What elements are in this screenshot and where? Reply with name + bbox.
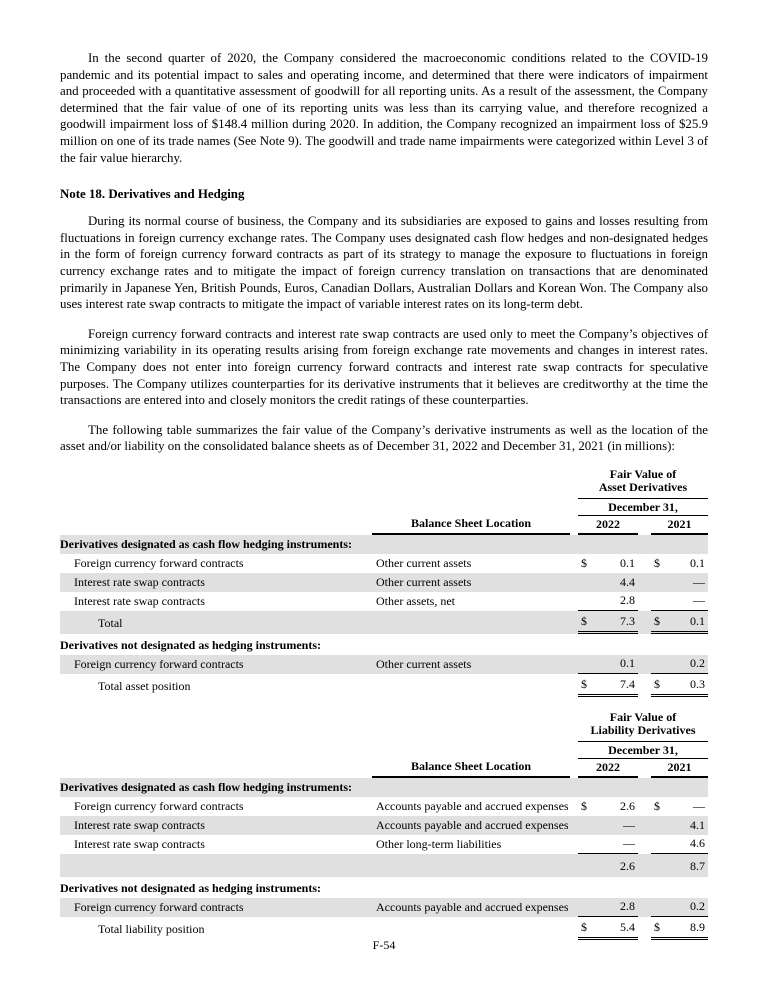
row-label: Total asset position bbox=[98, 678, 191, 693]
value-2022: $ 7.3 bbox=[578, 613, 638, 634]
year-2021-header: 2021 bbox=[651, 516, 708, 535]
year-2022-header: 2022 bbox=[578, 759, 638, 778]
row-location: Other current assets bbox=[376, 555, 472, 570]
paragraph-counterparties: Foreign currency forward contracts and interest rate swap contracts are used only to meet the Company’s objectives of minimizing variability in its operating results arising from foreign exchange rate movements and changes in interest rates. The Company does not enter into foreign currency forward contracts and interest rate swap contracts for speculative purposes. The Company utilizes counterparties for its derivative instruments that it believes are creditworthy at the time the transactions are entered into and closely monitors the credit ratings of these counterparties. bbox=[60, 326, 708, 408]
value-2021: 4.1 bbox=[690, 817, 705, 832]
table-row bbox=[60, 778, 708, 797]
balance-sheet-location-header: Balance Sheet Location bbox=[372, 516, 570, 535]
table-row bbox=[60, 592, 708, 611]
row-label: Foreign currency forward contracts bbox=[74, 555, 244, 570]
row-location: Other long-term liabilities bbox=[376, 836, 502, 851]
value-2021: — bbox=[693, 574, 705, 589]
value-2021: $ 0.3 bbox=[651, 676, 708, 697]
table-row bbox=[60, 573, 708, 592]
value-2021: — bbox=[651, 592, 708, 611]
table-row bbox=[60, 554, 708, 573]
value-2021: $ 0.1 bbox=[651, 613, 708, 634]
value-2022: $ 2.6 bbox=[581, 798, 635, 813]
row-label: Interest rate swap contracts bbox=[74, 574, 205, 589]
row-location: Accounts payable and accrued expenses bbox=[376, 899, 569, 914]
value-2021: 4.6 bbox=[651, 835, 708, 854]
balance-sheet-location-header: Balance Sheet Location bbox=[372, 759, 570, 778]
paragraph-hedging-overview: During its normal course of business, the Company and its subsidiaries are exposed to gains and losses resulting from fluctuations in foreign currency exchange rates. The Company uses designated cash flow hedges and non-designated hedges in the form of foreign currency forward contracts as part of its strategy to manage the exposure to fluctuations in foreign currency exchange rates and to mitigate the impact of foreign currency translation on transactions that are denominated primarily in Japanese Yen, British Pounds, Euros, Canadian Dollars, Australian Dollars and Korean Won. The Company also uses interest rate swap contracts to mitigate the impact of variable interest rates on its long-term debt. bbox=[60, 214, 708, 312]
value-2022: 2.8 bbox=[578, 592, 638, 611]
value-2022: 2.8 bbox=[578, 898, 638, 917]
section-label: Derivatives designated as cash flow hedging instruments: bbox=[60, 779, 353, 794]
row-label: Interest rate swap contracts bbox=[74, 593, 205, 608]
value-2022: 0.1 bbox=[578, 655, 638, 674]
table-row bbox=[60, 655, 708, 674]
value-2021: $ 0.1 bbox=[654, 555, 705, 570]
row-label: Foreign currency forward contracts bbox=[74, 656, 244, 671]
value-2022: $ 5.4 bbox=[578, 919, 638, 940]
date-header: December 31, bbox=[578, 742, 708, 759]
row-label: Total liability position bbox=[98, 921, 205, 936]
row-location: Other current assets bbox=[376, 656, 472, 671]
total-row bbox=[60, 611, 708, 634]
value-2022: $ 7.4 bbox=[578, 676, 638, 697]
value-2022: — bbox=[578, 835, 638, 854]
table-row bbox=[60, 816, 708, 835]
table-row bbox=[60, 535, 708, 554]
table-row bbox=[60, 879, 708, 898]
row-location: Accounts payable and accrued expenses bbox=[376, 798, 569, 813]
table-row bbox=[60, 797, 708, 816]
value-2022: — bbox=[623, 817, 635, 832]
paragraph-table-intro: The following table summarizes the fair value of the Company’s derivative instruments as well as the location of the asset and/or liability on the consolidated balance sheets as of December 31, 2022 and December 31, 2021 (in millions): bbox=[60, 422, 708, 454]
asset-table-header bbox=[60, 468, 708, 535]
value-2021: 0.2 bbox=[651, 655, 708, 674]
date-header: December 31, bbox=[578, 499, 708, 516]
section-label: Derivatives not designated as hedging instruments: bbox=[60, 637, 322, 652]
asset-derivatives-table bbox=[60, 468, 708, 697]
value-2021: $ 8.9 bbox=[651, 919, 708, 940]
year-2021-header: 2021 bbox=[651, 759, 708, 778]
value-2021: $ — bbox=[654, 798, 705, 813]
row-label: Interest rate swap contracts bbox=[74, 817, 205, 832]
value-2022: $ 0.1 bbox=[581, 555, 635, 570]
row-location: Other assets, net bbox=[376, 593, 455, 608]
table-row bbox=[60, 898, 708, 917]
liability-derivatives-table bbox=[60, 711, 708, 940]
row-label: Foreign currency forward contracts bbox=[74, 899, 244, 914]
row-location: Accounts payable and accrued expenses bbox=[376, 817, 569, 832]
year-2022-header: 2022 bbox=[578, 516, 638, 535]
value-2022: 2.6 bbox=[620, 858, 635, 873]
page-number: F-54 bbox=[372, 938, 396, 952]
row-label: Interest rate swap contracts bbox=[74, 836, 205, 851]
fair-value-title: Fair Value of Asset Derivatives bbox=[578, 468, 708, 499]
paragraph-goodwill-impairment: In the second quarter of 2020, the Company considered the macroeconomic conditions related to the COVID-19 pandemic and its potential impact to sales and operating income, and determined that there were indicators of impairment and proceeded with a quantitative assessment of goodwill for all reporting units. As a result of the assessment, the Company determined that the fair value of one of its reporting units was less than its carrying value, and therefore recognized a goodwill impairment loss of $148.4 million during 2020. In addition, the Company recognized an impairment loss of $25.9 million on one of its trade names (See Note 9). The goodwill and trade name impairments were categorized within Level 3 of the fair value hierarchy. bbox=[60, 51, 708, 165]
table-row bbox=[60, 636, 708, 655]
fair-value-title: Fair Value of Liability Derivatives bbox=[578, 711, 708, 742]
subtotal-row bbox=[60, 854, 708, 877]
table-row bbox=[60, 835, 708, 854]
total-row bbox=[60, 917, 708, 940]
section-label: Derivatives designated as cash flow hedging instruments: bbox=[60, 536, 353, 551]
total-row bbox=[60, 674, 708, 697]
row-label: Total bbox=[98, 615, 123, 630]
note-18-heading: Note 18. Derivatives and Hedging bbox=[60, 187, 245, 202]
row-location: Other current assets bbox=[376, 574, 472, 589]
liability-table-header bbox=[60, 711, 708, 778]
value-2021: 0.2 bbox=[651, 898, 708, 917]
value-2022: 4.4 bbox=[620, 574, 635, 589]
section-label: Derivatives not designated as hedging instruments: bbox=[60, 880, 322, 895]
value-2021: 8.7 bbox=[690, 858, 705, 873]
row-label: Foreign currency forward contracts bbox=[74, 798, 244, 813]
